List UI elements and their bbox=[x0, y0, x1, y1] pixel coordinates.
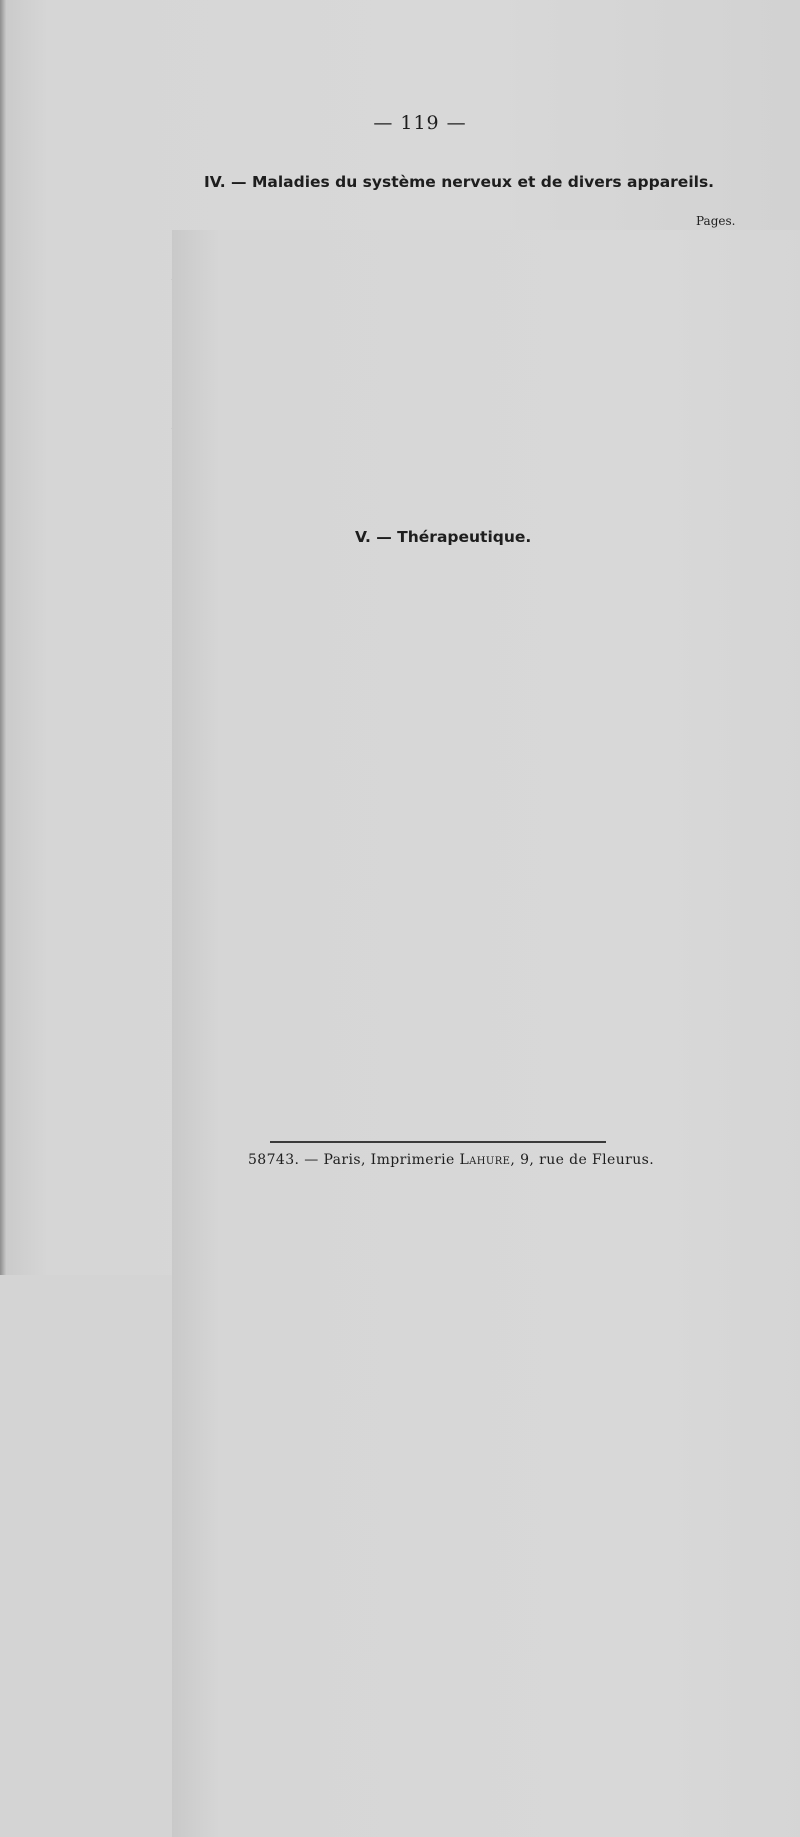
pages-column-label: Pages. bbox=[696, 214, 736, 228]
section-4-title: IV. — Maladies du système nerveux et de divers appareils. bbox=[204, 173, 715, 191]
toc-entry bbox=[172, 636, 738, 655]
printer-imprint bbox=[248, 1152, 654, 1168]
imprint-prefix: 58743. — Paris, Imprimerie bbox=[248, 1152, 460, 1168]
footer-rule bbox=[270, 1141, 606, 1143]
toc-entry-page bbox=[172, 562, 800, 1837]
section-5-toc bbox=[172, 562, 738, 655]
toc-entry bbox=[172, 472, 738, 491]
page-number: — 119 — bbox=[373, 112, 467, 134]
imprint-printer-name: Lahure bbox=[459, 1152, 511, 1168]
imprint-suffix: , 9, rue de Fleurus. bbox=[510, 1152, 655, 1168]
section-5-title: V. — Thérapeutique. bbox=[355, 528, 532, 546]
page-edge-shadow bbox=[0, 0, 6, 1275]
section-4-toc bbox=[172, 230, 738, 490]
